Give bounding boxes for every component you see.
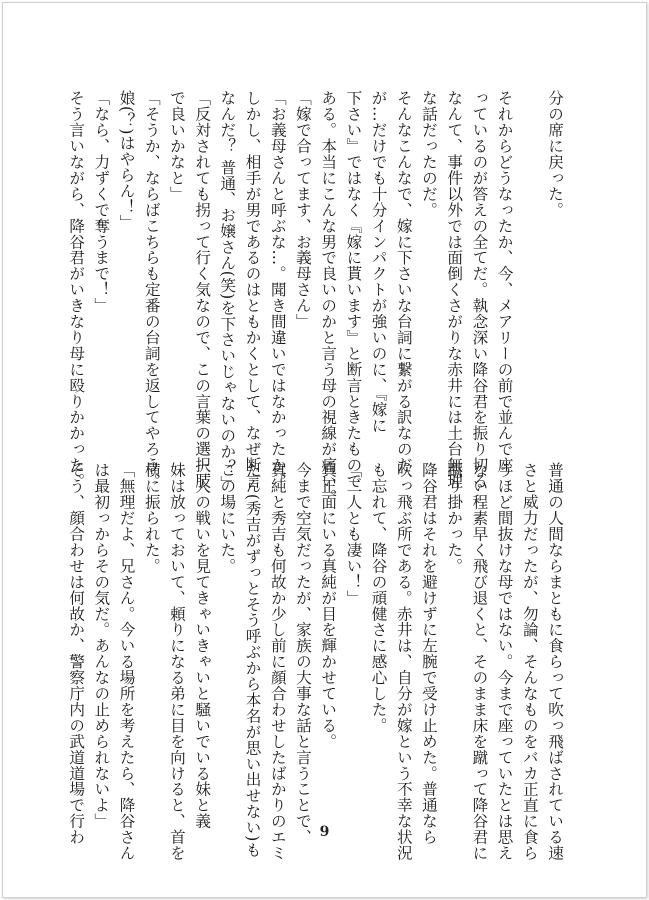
text-line: 横に振られた。	[142, 462, 161, 574]
text-line: 真正面にいる真純が目を輝かせている。	[319, 462, 338, 750]
text-line: 「お義母さんと呼ぶな…。聞き間違いではなかったか。	[268, 90, 287, 489]
text-line: も忘れて、降谷の頑健さに感心した。	[369, 462, 388, 734]
text-line: ある。本当にこんな男で良いのかと言う母の視線が痛い。	[319, 90, 338, 505]
text-line: 「反対されても拐って行く気なので、この言葉の選択肢	[193, 90, 212, 489]
text-block-top	[67, 90, 567, 505]
text-line: 妹は放っておいて、頼りになる弟に目を向けると、首を	[167, 462, 186, 861]
text-line: 真純と秀吉も何故か少し前に顔合わせしたばかりのエミ	[268, 462, 287, 861]
text-line: しかし、相手が男であるのはともかくとして、なぜ断言	[243, 90, 262, 489]
text-line: なんだ？ 普通、お嬢さん(笑)を下さいじゃないのか？」	[218, 90, 237, 491]
text-line: 吹っ飛ぶ所である。赤井は、自分が嫁という不幸な状況	[394, 462, 413, 861]
text-line: 二人の戦いを見てきゃいきゃいと騒いでいる妹と義	[193, 462, 212, 829]
text-block-bottom	[67, 462, 567, 861]
text-line: なんて、事件以外では面倒くさがりな赤井には土台無理	[445, 90, 464, 489]
text-line: 「嫁で合ってます、お義母さん」	[293, 90, 312, 330]
text-line: 「そうか、ならばこちらも定番の台詞を返してやろう。	[142, 90, 161, 489]
text-line: たん(秀吉がずっとそう呼ぶから本名が思い出せない)も	[243, 462, 262, 858]
text-line: 蹴り掛かった。	[445, 462, 464, 574]
text-line: 下さい』ではなく『嫁に貰います』と断言ときたもので	[344, 90, 363, 489]
text-line: この場にいた。	[218, 462, 237, 574]
text-line: 今まで空気だったが、家族の大事な話と言うことで、	[293, 462, 312, 845]
text-line: うほど間抜けな母ではない。今まで座っていたとは思え	[495, 462, 514, 861]
text-line: が…だけでも十分インパクトが強いのに、『嫁に	[369, 90, 388, 434]
text-line: そう、顔合わせは何故か、警察庁内の武道道場で行わ	[67, 462, 86, 845]
text-line: な話だったのだ。	[419, 90, 438, 218]
text-line: は最初っからその気だ。あんなの止められないよ」	[92, 462, 111, 829]
text-line: ない程素早く飛び退くと、そのまま床を蹴って降谷君に	[470, 462, 489, 861]
text-line: さと威力だったが、勿論、そんなものをバカ正直に食ら	[520, 462, 539, 861]
text-line: そんなこんなで、嫁に下さいな台詞に繋がる訳なのだ	[394, 90, 413, 473]
text-line: 降谷君はそれを避けずに左腕で受け止めた。普通なら	[419, 462, 438, 845]
text-line: 「二人とも凄い！」	[344, 462, 363, 606]
text-line: 分の席に戻った。	[546, 90, 564, 218]
text-line: 「無理だよ、兄さん。今いる場所を考えたら、降谷さん	[117, 462, 136, 861]
text-line: 普通の人間ならまともに食らって吹っ飛ばされている速	[546, 462, 564, 861]
text-line: っているのが答えの全てだ。執念深い降谷君を振り切る	[470, 90, 489, 489]
text-line: 娘(？)はやらん！」	[117, 90, 136, 231]
page-number: 9	[319, 824, 330, 840]
text-line: そう言いながら、降谷君がいきなり母に殴りかかった。	[67, 90, 86, 489]
text-line: で良いかなと」	[167, 90, 186, 202]
text-line: 「なら、力ずくで奪うまで！」	[92, 90, 111, 314]
text-line	[517, 90, 542, 446]
text-line: それからどうなったか、今、メアリーの前で並んで座	[495, 90, 514, 473]
